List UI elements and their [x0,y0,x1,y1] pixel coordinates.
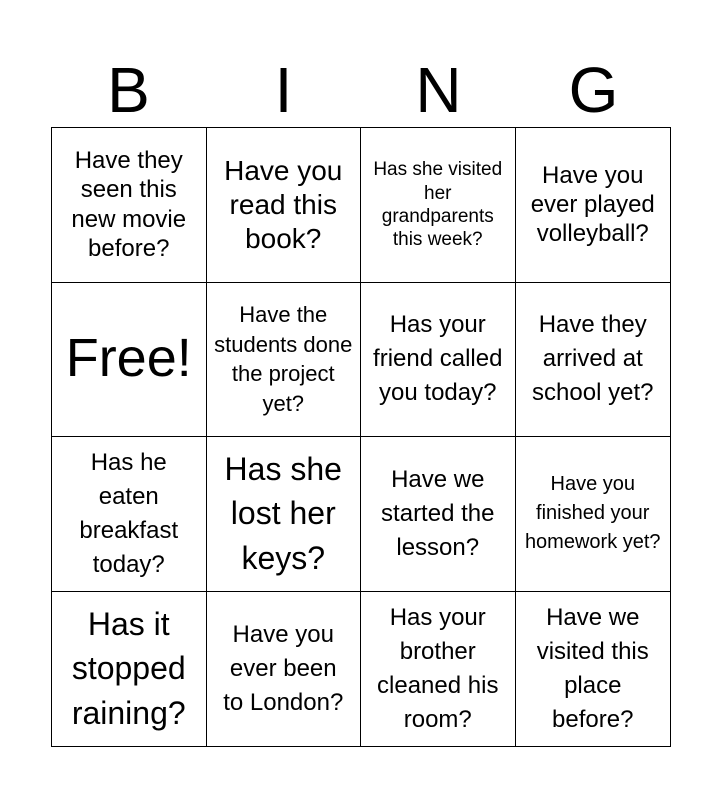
bingo-cell[interactable] [207,128,362,283]
bingo-cell[interactable] [361,283,516,438]
bingo-cell[interactable] [207,283,362,438]
bingo-cell[interactable] [52,128,207,283]
bingo-cell[interactable] [207,437,362,592]
cell-text: Have you finished your homework yet? [524,473,661,554]
cell-text: Has he eaten breakfast today? [79,448,179,578]
bingo-cell[interactable] [52,592,207,747]
bingo-cell[interactable] [361,437,516,592]
header-letter-i: I [274,54,293,126]
header-letter-n: N [415,54,462,126]
cell-text: Have you ever played volleyball? [530,161,655,248]
cell-text: Has your friend called you today? [373,311,503,407]
header-letter-b: B [107,54,150,126]
cell-text: Have they seen this new movie before? [71,147,187,263]
cell-text: Have the students done the project yet? [214,301,353,416]
cell-text: Have you ever been to London? [223,620,344,716]
cell-text: Has your brother cleaned his room? [377,603,499,733]
bingo-board [51,127,671,747]
bingo-cell[interactable] [361,128,516,283]
cell-text: Have we started the lesson? [381,465,495,561]
cell-text: Have we visited this place before? [536,603,649,733]
bingo-cell[interactable] [516,128,671,283]
bingo-header [51,56,671,124]
cell-text: Have they arrived at school yet? [532,311,654,407]
bingo-cell[interactable] [516,283,671,438]
bingo-cell[interactable] [207,592,362,747]
bingo-cell-free[interactable] [52,283,207,438]
bingo-cell[interactable] [516,437,671,592]
free-space-text: Free! [65,328,192,389]
cell-text: Have you read this book? [224,154,343,254]
cell-text: Has it stopped raining? [71,605,186,732]
bingo-cell[interactable] [361,592,516,747]
bingo-cell[interactable] [52,437,207,592]
bingo-cell[interactable] [516,592,671,747]
header-letter-g: G [568,54,619,126]
cell-text: Has she visited her grandparents this week? [373,159,503,250]
cell-text: Has she lost her keys? [224,450,342,577]
